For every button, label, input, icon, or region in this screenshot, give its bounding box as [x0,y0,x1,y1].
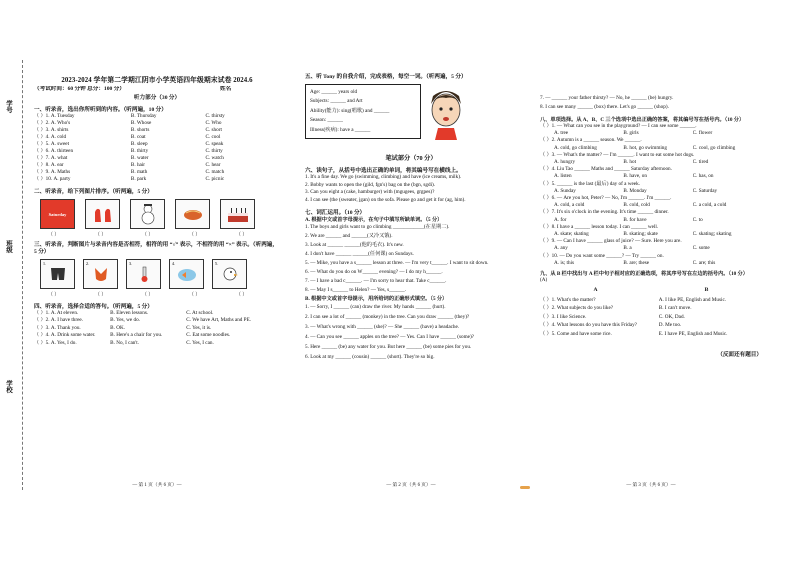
question-row [34,113,280,120]
answer-option: A. skate; skating [554,231,589,238]
question-text: （ ）5. Come and have some rice. [540,330,612,337]
answer-bracket[interactable]: （ ） [48,293,60,299]
section-7a-title: A. 根据中文或首字母提示，在句子中填写所缺单词。（5 分） [305,217,443,224]
answer-bracket[interactable]: （ ） [142,293,154,299]
question-text: C. thirsty [205,113,225,120]
answer-option: B. have, on [623,173,647,180]
question-row [34,332,280,339]
question-stem: （ ）5. ______ is the last (最后) day of a week. [540,180,640,187]
question-text: B. shorts [130,127,150,134]
fox-picture [83,259,118,289]
tony-info-table [305,84,421,139]
question-row [540,94,762,103]
info-row: Ability(能力): sing(唱歌) and ______ [310,107,390,114]
question-text: （ ）1. A. At eleven. [34,310,79,317]
question-text: 5. Here ______ (be) any water for you. But here ______ (be) some pies for you. [305,344,472,351]
answer-option: A. cold, a cold [554,202,585,209]
question-text: B. math [130,169,148,176]
answer-option: A. for [554,216,567,223]
question-row [305,342,517,352]
question-text: 4. I don't have ______ ______(任何课) on Sundays. [305,251,414,258]
exam-page-3 [540,58,762,488]
question-row [305,352,517,362]
section-4-rows [34,310,280,347]
question-stem: （ ）10. — Do you want some ______? — Try ______ on. [540,252,664,259]
section-3-pictures [40,259,280,289]
section-3-title: 三、听录音，判断图片与录音内容是否相符，相符的用 “√” 表示，不相符的用 “×” 表示。（听两遍，5 分） [34,242,278,255]
section-9-rows [540,296,762,338]
page-3-footer: — 第 3 页（共 6 页）— [626,483,676,488]
question-text: 3. — What's wrong with ______ (she)? — She ______ (have) a headache. [305,324,460,331]
side-label-class: 班级 [5,240,12,253]
question-text: （ ）1. A. Tuesday [34,113,75,120]
answer-bracket[interactable]: （ ） [95,293,107,299]
question-text: C. cool [205,134,221,141]
birthday-cake-picture [220,199,255,229]
question-text: C. thirty [205,148,223,155]
question-text: C. hear [205,162,221,169]
exam-info: （考试时间：60 分钟 总分：100 分） [34,86,125,92]
question-text: （ ）6. A. thirteen [34,148,74,155]
question-stem: （ ）3. — What's the matter? — I'm ______. I want to eat some hot dogs. [540,151,695,158]
answer-option: C. tired [692,159,709,166]
answer-option: C. skating; skating [692,231,732,238]
answer-option: A. cold, go climbing [554,144,597,151]
answer-bracket[interactable]: （ ） [189,293,201,299]
pic-number: 2. [85,260,90,266]
question-row [305,268,517,277]
question-text: 6. — What do you do on W______ evening? — I do my h______. [305,269,443,276]
question-text: （ ）4. A. cold [34,134,67,141]
info-row: Age: ______ years old [310,89,358,95]
answer-option: A. is; this [554,259,575,266]
question-text: C. picnic [205,176,225,183]
answer-option: B. hot [623,159,637,166]
question-row [34,134,280,141]
question-row [34,340,280,347]
answer-option: B. girls [623,130,639,137]
binding-margin [0,60,30,490]
question-text: 1. It's a fine day. We go (swimming, climbing) and have (ice creams, milk). [305,174,462,180]
question-row [34,325,280,332]
question-text: （ ）1. What's the matter? [540,296,596,303]
question-row [34,148,280,155]
section-1-rows [34,113,280,183]
question-text: 3. Can you eight a (cake, hamburger) with (mgugees, grgpes)? [305,189,435,196]
answer-option: C. cool, go climbing [692,144,736,151]
question-text: C. We have Art, Maths and PE. [186,317,252,324]
question-row [305,197,517,205]
boy-face-illustration [423,84,469,140]
question-text: 2. Bobby wants to open the (gild, fgn's) bag on the (bgn, sgdi). [305,181,436,188]
section-7b-title: B. 根据中文或首字母提示，用所给词的正确形式填空。（5 分） [305,296,448,303]
question-row [305,302,517,312]
question-text: 3. Look at ______ ______(他的毛衣). It's new. [305,242,404,249]
question-text: B. coat [130,134,146,141]
answer-bracket[interactable]: （ ） [189,233,201,239]
question-text: C. Yes, it is. [186,324,212,331]
answer-option: B. for have [623,216,647,223]
section-2-title: 二、听录音，给下列图片排序。（听两遍，5 分） [34,189,153,196]
column-b-header: B [704,286,709,293]
question-text: 4. I can see (the (sweater, jgan) on the sofa. Please go and get it for (ag, him). [305,196,466,203]
section-2-brackets [48,231,280,238]
question-row [540,304,762,312]
question-text: （ ）2. A. I have three. [34,317,83,324]
question-row [540,321,762,329]
binding-line [22,60,23,490]
question-text: （ ）2. What subjects do you like? [540,305,614,312]
question-row [305,232,517,241]
written-part-heading: 笔试部分（70 分） [385,155,437,162]
question-text: D. Me too. [658,322,682,329]
scan-artifact-mark [520,486,530,489]
turn-over-note: （反面还有题目） [717,351,762,358]
question-text: C. short [205,127,222,134]
section-5-title: 五、听 Tony 的自我介绍，完成表格，每空一词。（听两遍，5 分） [305,74,467,80]
exam-title: 2023-2024 学年第二学期江阴市小学英语四年级期末试卷 2024.6 [61,77,253,84]
question-row [34,317,280,324]
question-text: B. water [130,155,149,162]
question-row [34,141,280,148]
gloves-picture [85,199,120,229]
question-text: B. Whose [130,120,152,127]
exam-page-2 [305,58,517,488]
question-text: C. At school. [186,310,214,317]
question-text: 8. I can see many ______ (box) there. Let's go ______ (shop). [540,104,669,110]
name-label: 姓名 [220,86,232,92]
question-text: 7. — ______ your father thirsty? — No, he ______ (be) hungry. [540,95,674,101]
side-label-student-number: 学号 [5,100,12,113]
question-row [305,189,517,197]
question-text: B. Yes, we do. [110,317,140,324]
question-text: （ ）4. What lessons do you have this Friday? [540,322,637,329]
option-row [540,188,762,195]
section-8-title: 八、单项选择。从 A、B、C 三个选项中选出正确的答案，将其编号写在括号内。（10 分） [540,117,745,123]
question-row [34,310,280,317]
section-9-title: 九、从 B 栏中找出与 A 栏中句子相对应的正确选项，将其序号写在左边的括号内。（10 分） [540,271,748,278]
question-text: （ ）3. A. Thank you. [34,324,81,331]
question-text: B. No, I can't. [110,339,140,346]
question-text: （ ）4. A. Drink some water. [34,332,96,339]
answer-bracket[interactable]: （ ） [236,293,248,299]
answer-option: A. hungry [554,159,576,166]
question-stem: （ ）7. It's six o'clock in the evening. It's time ______ dinner. [540,209,669,216]
info-row: Season: ______ [310,117,343,124]
section-6-title: 六、读句子，从括号中选出正确的单词，将其编号写在横线上。 [305,168,462,174]
question-text: B. Eleven lessons. [110,310,149,317]
question-text: 1. — Sorry, I ______ (can) draw the river. My hands ______ (hurt). [305,304,446,311]
answer-option: B. are; these [623,259,650,266]
question-row [540,330,762,338]
question-text: B. Here's a chair for you. [110,332,163,339]
pic-number: 3. [128,260,133,266]
option-row [540,217,762,224]
answer-bracket[interactable]: （ ） [95,233,107,239]
section-3-brackets [48,291,280,298]
answer-bracket[interactable]: （ ） [142,233,154,239]
answer-option: A. tree [554,130,569,137]
question-row [305,182,517,190]
question-text: （ ）9. A. Maths [34,169,71,176]
page-3-top-rows [540,94,762,112]
question-text: 4. — Can you see ______ apples on the tree? — Yes. Can I have ______ (some)? [305,334,474,341]
saturday-calendar-picture [40,199,75,229]
snowman-picture [130,199,165,229]
question-text: 1. The boys and girls want to go climbing ____________(在星期二). [305,224,450,231]
section-8-rows [540,123,762,267]
option-row [540,173,762,180]
question-row [305,277,517,286]
question-row [305,223,517,232]
pic-number: 5. [214,260,219,266]
option-row [540,245,762,252]
exam-page-1 [34,58,280,488]
answer-option: C. a cold, a cold [692,202,727,209]
question-text: （ ）7. A. what [34,155,68,162]
question-text: B. hair [130,162,146,169]
question-row [305,241,517,250]
section-6-rows [305,174,517,204]
question-text: C. Yes, I can. [186,339,214,346]
answer-option: C. Saturday [692,187,718,194]
question-row [540,103,762,112]
question-stem: （ ）2. Autumn is a ______ season. We ______. [540,137,642,144]
side-label-school: 学校 [5,380,12,393]
answer-option: A. listen [554,173,572,180]
listening-part-heading: 听力部分（30 分） [133,95,181,102]
section-1-title: 一、听录音，选出你所听到的内容。（听两遍，10 分） [34,107,167,114]
question-stem: （ ）4. Liu Tao ______ Maths and ______ Saturday afternoon. [540,166,672,173]
answer-option: B. skating; skate [623,231,658,238]
question-stem: （ ）6. — Are you hot, Peter? — No, I'm ______. I'm ______. [540,195,672,202]
answer-option: C. are; this [692,259,716,266]
section-7a-rows [305,223,517,295]
question-text: （ ）2. A. Who's [34,120,71,127]
thermometer-picture [126,259,161,289]
answer-bracket[interactable]: （ ） [236,233,248,239]
answer-option: A. Sunday [554,187,576,194]
question-text: A. I like PE, English and Music. [658,296,727,303]
question-row [540,313,762,321]
question-text: 8. — May I s______ to Helen? — Yes, s______. [305,287,407,294]
answer-option: B. Monday [623,187,647,194]
question-text: B. thirty [130,148,149,155]
answer-bracket[interactable]: （ ） [48,233,60,239]
option-row [540,145,762,152]
question-text: B. sleep [130,141,148,148]
section-7b-rows [305,302,517,362]
question-stem: （ ）8. I have a ______ lesson today. I can ______ well. [540,223,659,230]
answer-option: A. any [554,245,568,252]
question-text: B. I can't move. [658,305,692,312]
duck-picture [212,259,247,289]
question-row [305,174,517,182]
answer-option: B. cold, cold [623,202,650,209]
question-text: （ ）3. I like Science. [540,313,587,320]
info-row: Illness(疾病): have a ______ [310,126,371,133]
calendar-label: Saturday [48,211,67,217]
question-text: 2. I can see a lot of ______ (monkey) in the tree. Can you draw ______ (they)? [305,314,470,321]
question-text: C. speak [205,141,224,148]
section-2-pictures [40,199,280,229]
question-text: 2. We are ______ and ______(又冷又饿). [305,233,393,240]
question-text: （ ）10. A. party [34,176,71,183]
question-row [305,332,517,342]
question-row [34,155,280,162]
question-stem: （ ）9. — Can I have ______ glass of juice? — Sure. Here you are. [540,238,682,245]
question-text: C. Eat some noodles. [186,332,231,339]
pic-number: 1. [42,260,47,266]
question-row [34,127,280,134]
question-text: C. OK, Dad. [658,313,685,320]
question-text: B. Thursday [130,113,157,120]
section-4-title: 四、听录音，选择合适的答句。（听两遍，5 分） [34,304,153,311]
question-row [305,322,517,332]
question-row [540,296,762,304]
question-row [305,312,517,322]
answer-option: B. a [623,245,632,252]
question-text: 5. — Mike, you have a s______ lesson at three. — I'm very t______. I want to sit down. [305,260,489,267]
info-row: Subjects: ______ and Art [310,98,363,105]
question-text: E. I have PE, English and Music. [658,330,728,337]
question-row [305,259,517,268]
question-text: C. Who [205,120,222,127]
answer-option: C. flower [692,130,713,137]
question-row [34,162,280,169]
option-row [540,260,762,267]
answer-option: B. hot, go swimming [623,144,667,151]
pic-number: 4. [171,260,176,266]
answer-option: C. to [692,216,703,223]
answer-option: C. has, on [692,173,714,180]
question-text: （ ）5. A. sweet [34,141,70,148]
question-stem: （ ）1. — What can you see in the playground? — I can see some ______. [540,123,697,129]
question-text: 6. Look at my ______ (cousin) ______ (short). They're so big. [305,354,435,361]
page-1-footer: — 第 1 页（共 6 页）— [132,483,182,488]
question-text: （ ）5. A. Yes, I do. [34,339,77,346]
section-9-part-label: (A) [540,277,548,284]
fish-bowl-picture [169,259,204,289]
question-text: C. match [205,169,225,176]
section-7-title: 七、词汇运用。（10 分） [305,210,366,217]
shorts-picture [40,259,75,289]
question-text: （ ）3. A. shirts [34,127,69,134]
question-text: （ ）8. A. ear [34,162,64,169]
column-a-header: A [593,286,598,293]
question-text: C. watch [205,155,224,162]
question-row [34,120,280,127]
question-row [305,250,517,259]
question-row [34,176,280,183]
question-text: B. OK. [110,324,125,331]
noodles-picture [175,199,210,229]
page-2-footer: — 第 2 页（共 6 页）— [386,483,436,488]
question-text: 7. — I have a bad c______. — I'm sorry to hear that. Take c______. [305,278,447,285]
question-row [305,286,517,295]
question-row [34,169,280,176]
answer-option: C. some [692,245,710,252]
question-text: B. park [130,176,147,183]
